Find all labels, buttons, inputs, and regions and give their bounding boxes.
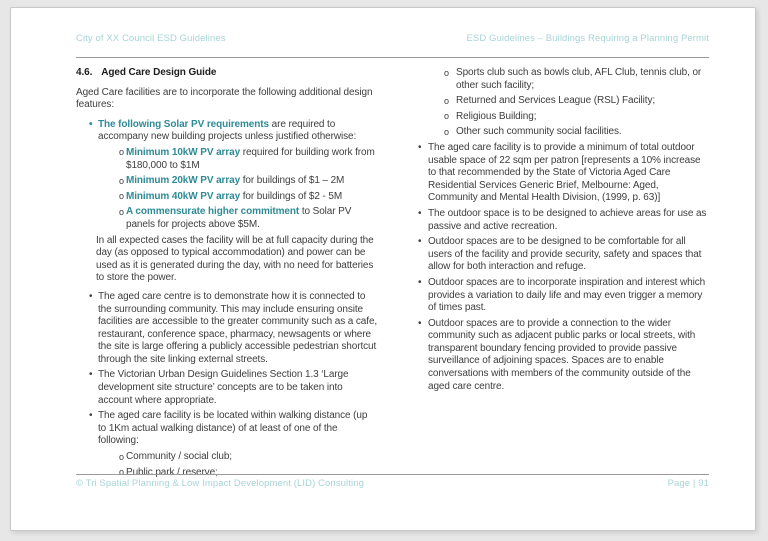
footer-copyright: © Tri Spatial Planning & Low Impact Development (LID) Consulting xyxy=(76,478,364,489)
header-rule xyxy=(76,57,709,58)
circle-bullet-icon: o xyxy=(444,95,449,106)
list-item xyxy=(405,142,707,205)
list-item xyxy=(405,95,707,108)
list-item-text xyxy=(126,191,342,202)
circle-bullet-icon: o xyxy=(119,147,124,158)
list-item xyxy=(76,369,378,407)
list-item xyxy=(405,236,707,274)
list-item xyxy=(76,451,378,464)
section-title: Aged Care Design Guide xyxy=(101,67,217,78)
list-item-text: The aged care centre is to demonstrate how it is connected to the surrounding community. This may include ensuring onsite facilities are accessible to the greater community such as a cafe, restaurant, conference space, pharmacy, newsagents or where the site is large offering a publicly accessible pedestrian shortcut through the site linking external streets. xyxy=(98,290,378,365)
list-item-text: The Victorian Urban Design Guidelines Section 1.3 ‘Large development site structure’ concepts are to be taken into account where appropriate. xyxy=(98,369,349,406)
right-column xyxy=(405,67,707,482)
circle-bullet-icon: o xyxy=(119,467,124,478)
bullet-icon: • xyxy=(418,141,422,153)
body-text: for buildings of $2 - 5M xyxy=(240,190,343,202)
section-heading xyxy=(76,67,378,80)
list-item-text: Returned and Services League (RSL) Facility; xyxy=(456,95,656,107)
footer-page-number: Page | 91 xyxy=(667,478,709,489)
bullet-icon: • xyxy=(89,369,93,381)
list-item xyxy=(76,191,378,204)
list-item-text: Outdoor spaces are to provide a connection to the wider community such as adjacent public parks or local streets, with transparent boundary fencing provided to provide passive surveillance of adjoining spaces. Spaces are to enable conversations with members of the community outside of the aged care centre. xyxy=(428,317,696,392)
list-item xyxy=(405,318,707,394)
circle-bullet-icon: o xyxy=(444,126,449,137)
circle-bullet-icon: o xyxy=(444,67,449,78)
page-header xyxy=(76,33,709,44)
page-footer xyxy=(76,478,709,489)
list-item-text xyxy=(98,119,356,143)
list-item-text xyxy=(126,206,351,230)
accent-text: A commensurate higher commitment xyxy=(126,206,300,218)
list-item-text: Sports club such as bowls club, AFL Club, tennis club, or other such facility; xyxy=(456,67,702,91)
list-item-text: Outdoor spaces are to incorporate inspiration and interest which provides a variation to daily life and may even trigger a memory of times past. xyxy=(428,276,706,314)
bullet-icon: • xyxy=(418,236,422,248)
accent-text: Minimum 40kW PV array xyxy=(126,190,241,202)
list-item-text: Religious Building; xyxy=(456,110,537,122)
list-item-text: The outdoor space is to be designed to achieve areas for use as passive and active recreation. xyxy=(428,207,707,232)
list-item-text: The aged care facility is be located within walking distance (up to 1Km actual walking distance) of at least of one of the following: xyxy=(98,410,368,447)
circle-bullet-icon: o xyxy=(119,191,124,202)
note-paragraph: In all expected cases the facility will be at full capacity during the day (as opposed to typical accommodation) and power can be used as it is generated during the day, with no need for batteries to store the power. xyxy=(96,234,374,284)
section-number: 4.6. xyxy=(76,67,93,78)
list-item-text xyxy=(126,175,344,186)
body-text: for buildings of $1 – 2M xyxy=(240,175,345,187)
intro-paragraph: Aged Care facilities are to incorporate the following additional design features: xyxy=(76,86,373,111)
list-item-text: Community / social club; xyxy=(126,451,232,463)
accent-text: Minimum 20kW PV array xyxy=(126,175,241,187)
list-item xyxy=(405,277,707,315)
page-body xyxy=(76,67,709,482)
body-text: are required to accompany new building projects unless justified otherwise: xyxy=(98,118,357,143)
accent-text: The following Solar PV requirements xyxy=(98,118,269,130)
bullet-icon: • xyxy=(418,207,422,219)
list-item-text xyxy=(126,147,375,171)
list-item-text: Public park / reserve; xyxy=(126,466,218,478)
list-item xyxy=(76,410,378,448)
left-column xyxy=(76,67,378,482)
list-item xyxy=(405,67,707,92)
circle-bullet-icon: o xyxy=(119,206,124,217)
header-left-title: City of XX Council ESD Guidelines xyxy=(76,33,226,44)
circle-bullet-icon: o xyxy=(119,451,124,462)
list-item xyxy=(76,147,378,172)
header-right-title: ESD Guidelines – Buildings Requiring a Planning Permit xyxy=(466,33,709,44)
list-item xyxy=(405,208,707,233)
bullet-icon: • xyxy=(418,276,422,288)
document-page xyxy=(10,7,756,531)
list-item xyxy=(76,175,378,188)
list-item xyxy=(405,126,707,139)
list-item xyxy=(76,119,378,144)
list-item xyxy=(405,111,707,124)
accent-text: Minimum 10kW PV array xyxy=(126,146,241,158)
list-item-text: Other such community social facilities. xyxy=(456,126,622,138)
circle-bullet-icon: o xyxy=(444,111,449,122)
bullet-icon: • xyxy=(89,290,93,302)
circle-bullet-icon: o xyxy=(119,175,124,186)
body-text: required for building work from $180,000 to $1M xyxy=(126,146,375,171)
list-item xyxy=(76,291,378,367)
bullet-icon: • xyxy=(89,118,93,130)
list-item xyxy=(76,206,378,231)
bullet-icon: • xyxy=(89,410,93,422)
body-text: to Solar PV panels for projects above $5M. xyxy=(126,206,352,230)
list-item-text: Outdoor spaces are to be designed to be comfortable for all users of the facility and provide security, safety and spaces that allow for both interaction and refuge. xyxy=(428,236,702,273)
bullet-icon: • xyxy=(418,317,422,329)
footer-rule xyxy=(76,474,709,475)
list-item-text: The aged care facility is to provide a minimum of total outdoor usable space of 22 sqm per patron [represents a 10% increase to that recommended by the State of Victoria Aged Care Residential Services Generic Brief, Melbourne: Aged, Community and Mental Health Division, (1999, p. 63)] xyxy=(428,141,701,204)
